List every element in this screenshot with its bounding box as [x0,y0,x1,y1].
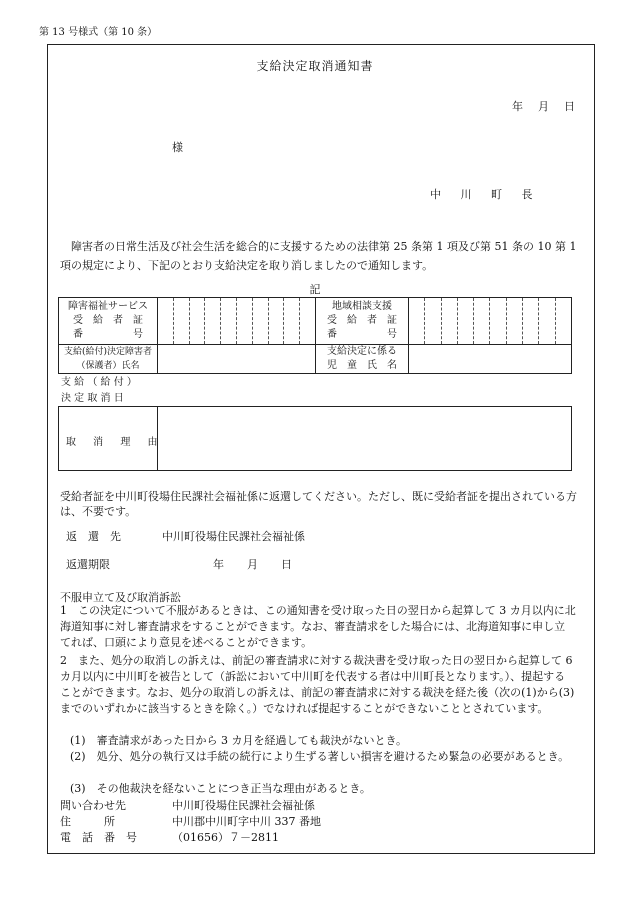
return-limit-value: 年 月 日 [213,558,298,571]
reason-label: 取 消 理 由 [66,437,165,448]
appeal-heading: 不服申立て及び取消訴訟 [60,591,181,604]
cancel-date-label: 支 給 （ 給 付 ） 決 定 取 消 日 [61,377,137,404]
recipient-suffix: 様 [172,141,183,154]
ki-heading: 記 [309,283,321,296]
person-name-label: 支給(給付)決定障害者 （保護者）氏名 [59,345,158,374]
appeal-sub-3: (3) その他裁決を経ないことにつき正当な理由があるとき。 [70,782,371,795]
form-number: 第 13 号様式（第 10 条） [39,27,158,38]
issuer: 中 川 町 長 [430,188,541,201]
consult-cert-label: 地域相談支援 受 給 者 証 番 号 [316,298,409,345]
appeal-item-2: 2 また、処分の取消しの訴えは、前記の審査請求に対する裁決書を受け取った日の翌日から起算して 6 カ月以内に中川町を被告として（訴訟において中川町を代表する者は中川町長となります。）、提起することができます。なお、処分の取消しの訴えは、前記の審査請求に対する裁決を経た後（次の(1)から(3)までのいずれかに該当するときを除く。）でなければ提起することができないこととされています。 [60,654,575,715]
return-to-label: 返 還 先 [66,530,121,543]
address-value: 中川郡中川町字中川 337 番地 [172,815,321,828]
info-table [58,297,572,374]
return-limit-label: 返還期限 [66,558,110,571]
inquiry-label: 問い合わせ先 [60,799,126,812]
return-to-value: 中川町役場住民課社会福祉係 [162,530,305,543]
appeal-sub-2: (2) 処分、処分の執行又は手続の続行により生ずる著しい損害を避けるため緊急の必要があるとき。 [70,750,570,763]
appeal-item-1: 1 この決定について不服があるときは、この通知書を受け取った日の翌日から起算して 3 カ月以内に北海道知事に対し審査請求をすることができます。なお、審査請求をした場合には、北海道知事に申し立てれば、口頭により意見を述べることができます。 [60,604,576,649]
phone-label: 電 話 番 号 [60,831,137,844]
body-text: 障害者の日常生活及び社会生活を総合的に支援するための法律第 25 条第 1 項及び第 51 条の 10 第 1 項の規定により、下記のとおり支給決定を取り消しましたので通知します。 [60,240,577,272]
return-notice: 受給者証を中川町役場住民課社会福祉係に返還してください。ただし、既に受給者証を提出されている方は、不要です。 [60,490,577,518]
person-name-field[interactable] [158,345,316,374]
consult-cert-number-field[interactable] [409,298,572,345]
appeal-sub-1: (1) 審査請求があった日から 3 カ月を経過しても裁決がないとき。 [70,734,408,747]
child-name-field[interactable] [409,345,572,374]
service-cert-label: 障害福祉サービス 受 給 者 証 番 号 [59,298,158,345]
service-cert-number-field[interactable] [158,298,316,345]
inquiry-value: 中川町役場住民課社会福祉係 [172,799,315,812]
address-label: 住 所 [60,815,115,828]
issue-date: 年 月 日 [512,100,577,113]
phone-value: （01656）７－2811 [172,831,279,844]
child-name-label: 支給決定に係る 児 童 氏 名 [316,345,409,374]
page-title: 支給決定取消通知書 [256,59,374,73]
